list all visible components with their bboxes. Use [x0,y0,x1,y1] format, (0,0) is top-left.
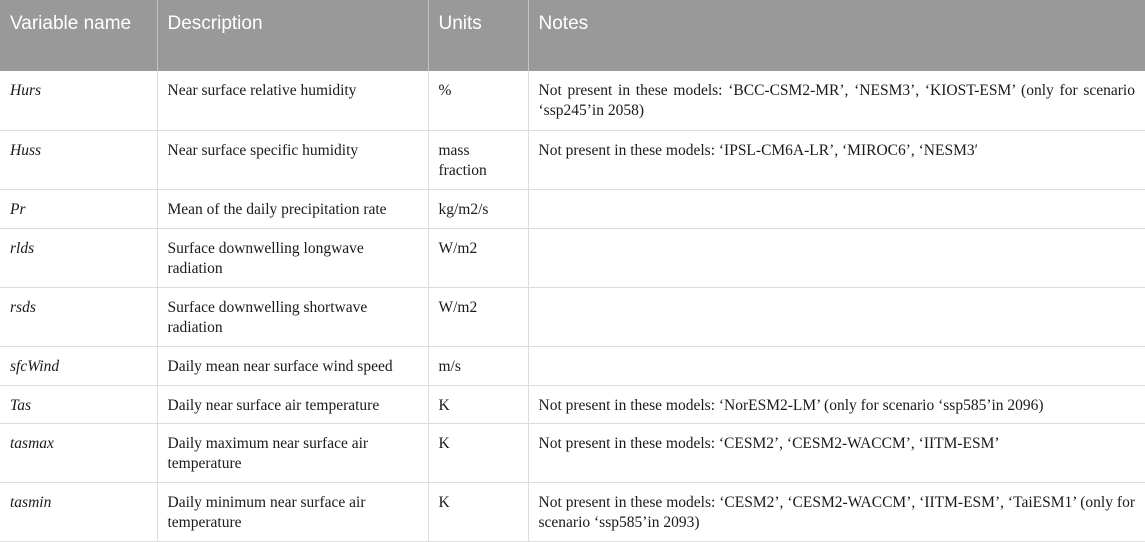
cell-variable: tasmin [0,482,157,541]
cell-variable: Hurs [0,71,157,130]
cell-units: W/m2 [428,287,528,346]
cell-notes: Not present in these models: ‘BCC-CSM2-MR’, ‘NESM3’, ‘KIOST-ESM’ (only for scenario ‘ssp245’in 2058) [528,71,1145,130]
cell-variable: Tas [0,385,157,423]
cell-notes: Not present in these models: ‘IPSL-CM6A-LR’, ‘MIROC6’, ‘NESM3′ [528,130,1145,189]
table-row [0,71,1145,130]
cell-notes: Not present in these models: ‘CESM2’, ‘CESM2-WACCM’, ‘IITM-ESM’, ‘TaiESM1’ (only for scenario ‘ssp585’in 2093) [528,482,1145,541]
table-row [0,130,1145,189]
cell-units: kg/m2/s [428,189,528,228]
cell-description: Daily maximum near surface air temperature [157,423,428,482]
cell-notes: Not present in these models: ‘CESM2’, ‘CESM2-WACCM’, ‘IITM-ESM’ [528,423,1145,482]
header-units: Units [428,0,528,71]
table-row [0,228,1145,287]
table-header [0,0,1145,71]
cell-variable: rsds [0,287,157,346]
table-row [0,346,1145,385]
table-row [0,385,1145,423]
cell-notes [528,228,1145,287]
table-row [0,482,1145,541]
cell-notes [528,346,1145,385]
table-body [0,71,1145,541]
cell-description: Daily minimum near surface air temperature [157,482,428,541]
cell-notes [528,189,1145,228]
cell-description: Near surface relative humidity [157,71,428,130]
table-row [0,189,1145,228]
cell-variable: tasmax [0,423,157,482]
cell-variable: Huss [0,130,157,189]
cell-units: K [428,423,528,482]
cell-description: Daily mean near surface wind speed [157,346,428,385]
cell-description: Surface downwelling shortwave radiation [157,287,428,346]
cell-units: % [428,71,528,130]
cell-units: W/m2 [428,228,528,287]
cell-description: Near surface specific humidity [157,130,428,189]
header-description: Description [157,0,428,71]
table-row [0,287,1145,346]
cell-description: Daily near surface air temperature [157,385,428,423]
cell-variable: sfcWind [0,346,157,385]
cell-description: Surface downwelling longwave radiation [157,228,428,287]
cell-description: Mean of the daily precipitation rate [157,189,428,228]
cell-units: K [428,385,528,423]
header-notes: Notes [528,0,1145,71]
cell-variable: Pr [0,189,157,228]
cell-notes: Not present in these models: ‘NorESM2-LM’ (only for scenario ‘ssp585’in 2096) [528,385,1145,423]
cell-units: mass fraction [428,130,528,189]
cell-notes [528,287,1145,346]
header-variable-name: Variable name [0,0,157,71]
table-row [0,423,1145,482]
header-row [0,0,1145,71]
cell-units: m/s [428,346,528,385]
cell-variable: rlds [0,228,157,287]
cell-units: K [428,482,528,541]
